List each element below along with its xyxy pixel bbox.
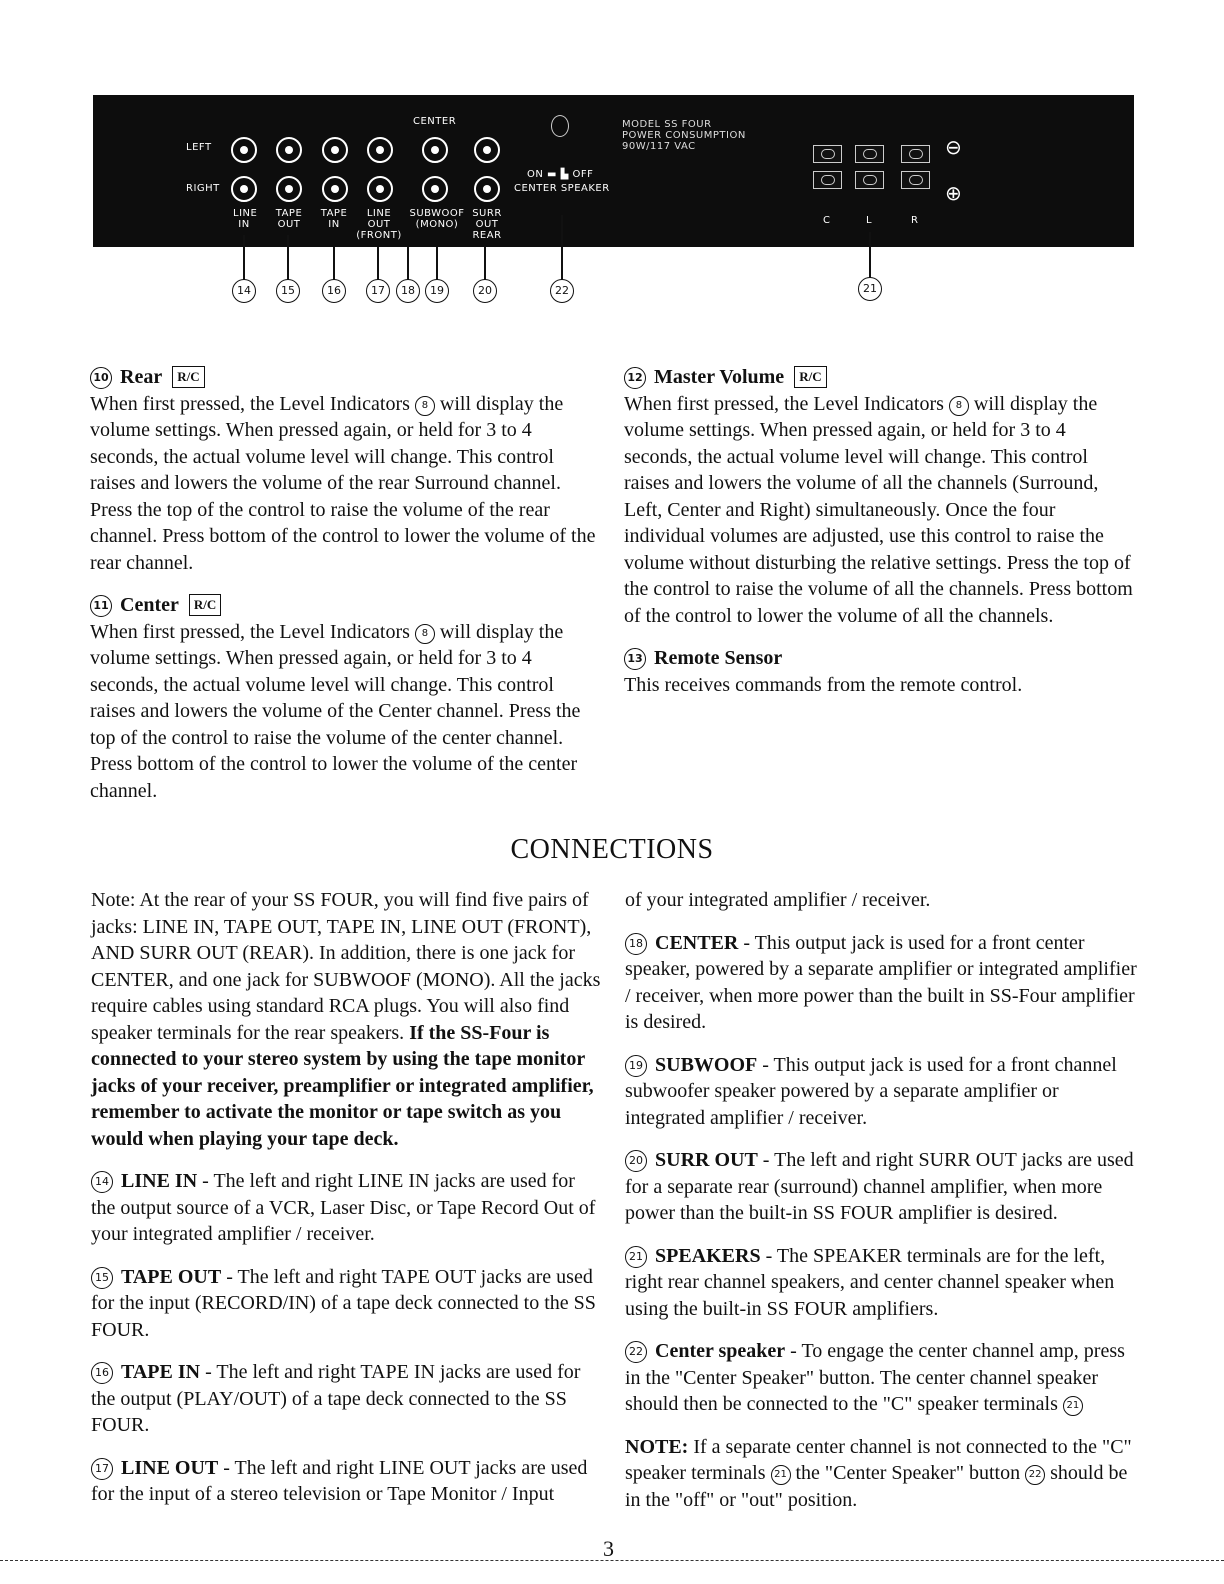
control-title: Remote Sensor: [654, 647, 783, 669]
item-tape-out: 15 TAPE OUT - The left and right TAPE OUT jacks are used for the input (RECORD/IN) of a tape deck connected to the SS FOUR.: [91, 1265, 596, 1341]
ref-badge: 8: [415, 396, 435, 416]
continuation-text: of your integrated amplifier / receiver.: [625, 889, 931, 911]
control-title: Master Volume: [654, 366, 785, 388]
label-tape-out: TAPE OUT: [275, 208, 303, 230]
label-line-in: LINE IN: [233, 208, 258, 230]
leader-line: [561, 215, 563, 280]
control-text: This receives commands from the remote control.: [624, 673, 1023, 696]
num-badge: 13: [624, 648, 646, 670]
item-center-speaker: 22 Center speaker - To engage the center channel amp, press in the "Center Speaker" button. The center channel speaker should then be connected to the "C" speaker terminals 21: [625, 1340, 1125, 1415]
label-line-out: LINE OUT (FRONT): [356, 208, 402, 241]
controls-left-column: [90, 364, 602, 820]
control-rear: [90, 364, 602, 576]
rc-badge: R/C: [794, 366, 826, 388]
control-text: When first pressed, the Level Indicators: [90, 392, 410, 415]
label-surr-out: SURR OUT REAR: [472, 208, 502, 241]
switch-label: ON ▬ ▙ OFF: [527, 169, 594, 180]
jack-line-in-right: [231, 176, 257, 202]
callout-18: 18: [396, 279, 420, 303]
ref-badge: 8: [949, 396, 969, 416]
num-badge: 10: [90, 367, 112, 389]
leader-line: [287, 235, 289, 280]
item-tape-in: 16 TAPE IN - The left and right TAPE IN jacks are used for the output (PLAY/OUT) of a tape deck connected to the SS FOUR.: [91, 1361, 581, 1436]
jack-line-out-right: [367, 176, 393, 202]
terminal-c-minus: [813, 145, 842, 163]
callout-14: 14: [232, 279, 256, 303]
jack-surr-out-right: [474, 176, 500, 202]
connections-note: Note: At the rear of your SS FOUR, you will find five pairs of jacks: LINE IN, TAPE OUT, TAPE IN, LINE OUT (FRONT), AND SURR OUT (REAR). In addition, there is one jack for CENTER, and one jack for SUBWOOF (MONO). All the jacks require cables using standard RCA plugs. You will also find speaker terminals for the rear speakers. If the SS-Four is connected to your stereo system by using the tape monitor jacks of your receiver, preamplifier or integrated amplifier, remember to activate the monitor or tape switch as you would when playing your tape deck.: [91, 889, 601, 1150]
terminal-label-r: R: [911, 215, 919, 226]
control-text: will display the volume settings. When pressed again, or held for 3 to 4 seconds, the actual volume level will change. This control raises and lowers the volume of all the channels (Surround, Left, Center and Right) simultaneously. Once the four individual volumes are adjusted, use this control to raise the volume without disturbing the relative settings. Press the top of the control to raise the volume of all the channels. Press bottom of the control to lower the volume of all the channels.: [624, 392, 1133, 627]
jack-line-out-left: [367, 137, 393, 163]
center-label: CENTER: [413, 116, 457, 127]
num-badge: 12: [624, 367, 646, 389]
leader-line: [243, 235, 245, 280]
left-label: LEFT: [186, 142, 212, 153]
callout-19: 19: [425, 279, 449, 303]
terminal-r-minus: [901, 145, 930, 163]
jack-tape-in-right: [322, 176, 348, 202]
callout-20: 20: [473, 279, 497, 303]
terminal-l-plus: [855, 171, 884, 189]
connections-right-column: [625, 887, 1139, 1529]
remote-sensor-icon: [551, 115, 569, 137]
leader-line: [333, 247, 335, 280]
page-number: 3: [603, 1536, 614, 1561]
leader-line: [484, 247, 486, 280]
item-line-out: 17 LINE OUT - The left and right LINE OUT jacks are used for the input of a stereo television or Tape Monitor / Input: [91, 1456, 588, 1505]
label-tape-in: TAPE IN: [320, 208, 348, 230]
control-master-volume: [624, 364, 1138, 629]
note-off-position: NOTE: If a separate center channel is not connected to the "C" speaker terminals 21 the "Center Speaker" button 22 should be in the "off" or "out" position.: [625, 1435, 1132, 1511]
jack-tape-out-right: [276, 176, 302, 202]
controls-right-column: [624, 364, 1138, 714]
jack-subwoof: [422, 176, 448, 202]
connections-left-column: [91, 887, 603, 1524]
control-text: When first pressed, the Level Indicators: [624, 392, 944, 415]
right-label: RIGHT: [186, 183, 220, 194]
item-surr-out: 20 SURR OUT - The left and right SURR OUT jacks are used for a separate rear (surround) channel amplifier, when more power than the built-in SS FOUR amplifier is desired.: [625, 1149, 1134, 1224]
terminal-r-plus: [901, 171, 930, 189]
leader-line: [407, 247, 409, 280]
terminal-c-plus: [813, 171, 842, 189]
terminal-label-c: C: [823, 215, 831, 226]
minus-icon: ⊖: [945, 135, 963, 159]
jack-tape-in-left: [322, 137, 348, 163]
leader-line: [869, 232, 871, 280]
item-center: 18 CENTER - This output jack is used for a front center speaker, powered by a separate amplifier or integrated amplifier / receiver, when more power than the built in SS-Four amplifier is desired.: [625, 931, 1137, 1033]
rear-panel-diagram: [93, 95, 1134, 247]
terminal-l-minus: [855, 145, 884, 163]
plus-icon: ⊕: [945, 181, 963, 205]
leader-line: [377, 247, 379, 280]
switch-caption: CENTER SPEAKER: [514, 183, 610, 194]
rc-badge: R/C: [189, 594, 221, 616]
callout-15: 15: [276, 279, 300, 303]
control-title: Center: [120, 594, 179, 616]
control-text: will display the volume settings. When pressed again, or held for 3 to 4 seconds, the actual volume level will change. This control raises and lowers the volume of the Center channel. Press the top of the control to raise the volume of the center channel. Press bottom of the control to lower the volume of the center channel.: [90, 620, 581, 802]
jack-center: [422, 137, 448, 163]
jack-tape-out-left: [276, 137, 302, 163]
terminal-label-l: L: [866, 215, 873, 226]
item-subwoof: 19 SUBWOOF - This output jack is used for a front channel subwoofer speaker powered by a separate amplifier or integrated amplifier / receiver.: [625, 1053, 1117, 1129]
item-speakers: 21 SPEAKERS - The SPEAKER terminals are for the left, right rear channel speakers, and center channel speaker when using the built-in SS FOUR amplifiers.: [625, 1244, 1115, 1320]
callout-21: 21: [858, 277, 882, 301]
control-remote-sensor: [624, 645, 1138, 698]
ref-badge: 8: [415, 624, 435, 644]
jack-surr-out-left: [474, 137, 500, 163]
callout-22: 22: [550, 279, 574, 303]
control-title: Rear: [120, 366, 163, 388]
model-info: MODEL SS FOUR POWER CONSUMPTION 90W/117 VAC: [622, 119, 746, 152]
jack-line-in-left: [231, 137, 257, 163]
rc-badge: R/C: [172, 366, 204, 388]
item-line-in: 14 LINE IN - The left and right LINE IN jacks are used for the output source of a VCR, Laser Disc, or Tape Record Out of your integrated amplifier / receiver.: [91, 1170, 596, 1245]
leader-line: [436, 247, 438, 280]
control-text: will display the volume settings. When pressed again, or held for 3 to 4 seconds, the actual volume level will change. This control raises and lowers the volume of the rear Surround channel. Press the top of the control to raise the volume of the rear channel. Press bottom of the control to lower the volume of the rear channel.: [90, 392, 596, 574]
bottom-rule: [0, 1560, 1224, 1562]
num-badge: 11: [90, 595, 112, 617]
label-subwoof: SUBWOOF (MONO): [409, 208, 465, 230]
connections-title: CONNECTIONS: [510, 834, 714, 865]
control-text: When first pressed, the Level Indicators: [90, 620, 410, 643]
control-center: [90, 592, 602, 804]
callout-16: 16: [322, 279, 346, 303]
callout-17: 17: [366, 279, 390, 303]
